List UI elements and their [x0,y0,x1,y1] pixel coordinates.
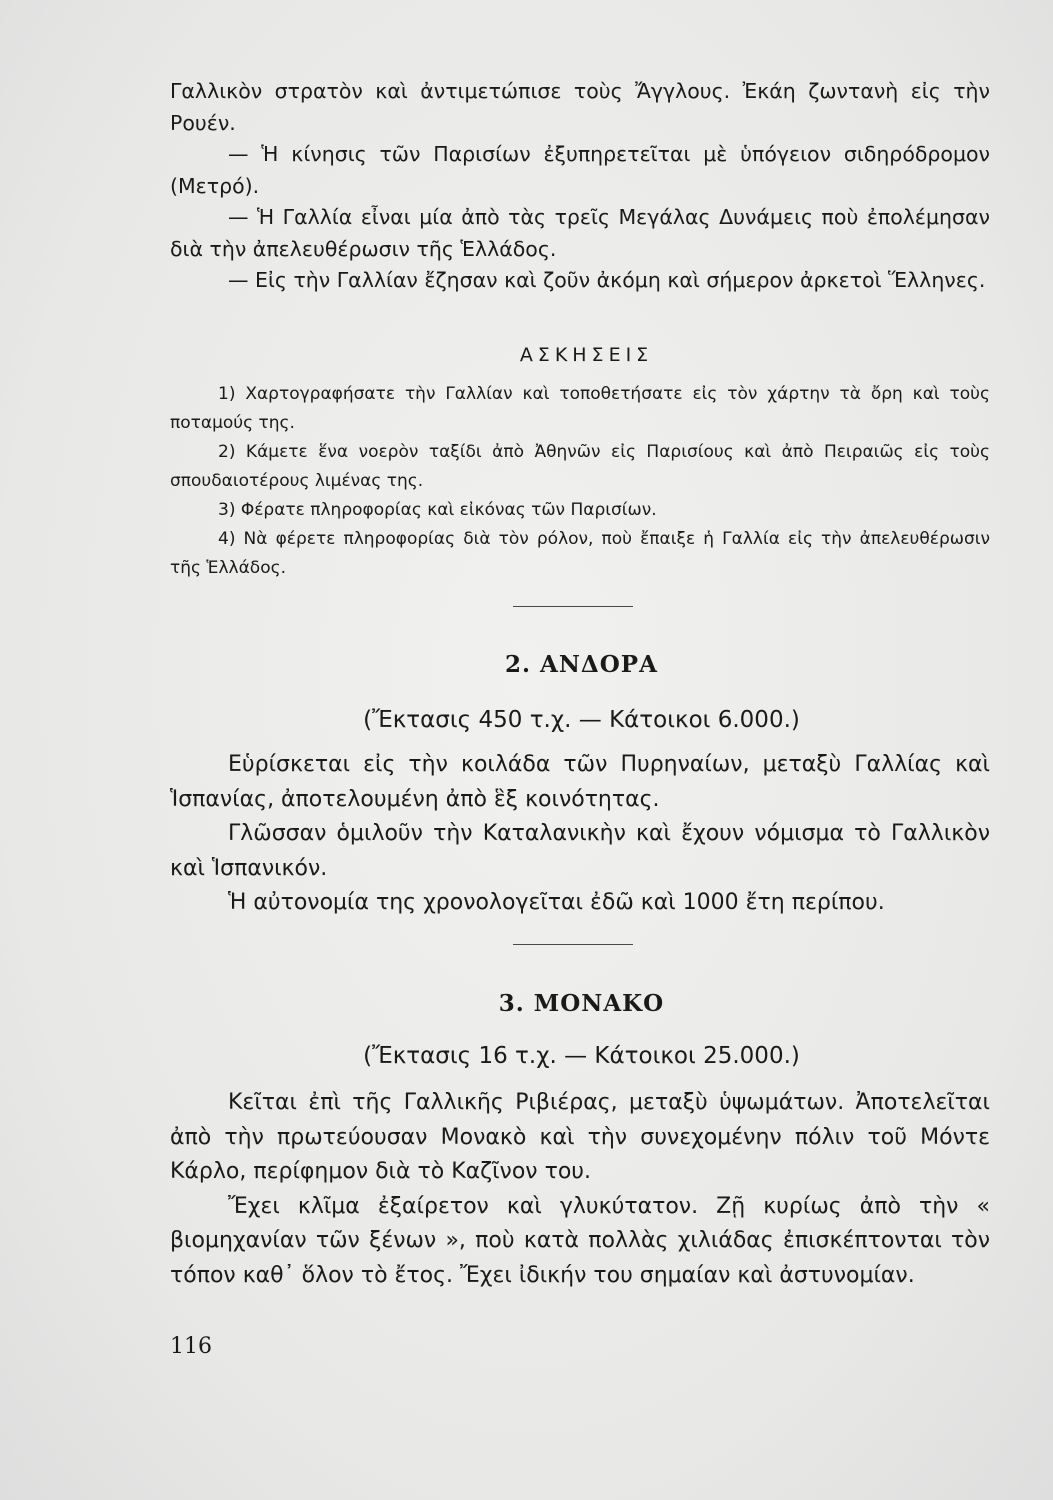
paragraph: Γλῶσσαν ὁμιλοῦν τὴν Καταλανικὴν καὶ ἔχουν νόμισμα τὸ Γαλλικὸν καὶ Ἱσπανικόν. [170,821,990,881]
france-section-text [170,76,990,297]
section-divider [513,944,633,945]
paragraph: Κεῖται ἐπὶ τῆς Γαλλικῆς Ριβιέρας, μεταξὺ ὑψωμάτων. Ἀποτελεῖται ἀπὸ τὴν πρωτεύουσαν Μονακὸ καὶ τὴν συνεχομένην πόλιν τοῦ Μόντε Κάρλο, περίφημον διὰ τὸ Καζῖνον του. [170,1090,990,1184]
exercise-item: 4) Νὰ φέρετε πληροφορίας διὰ τὸν ρόλον, ποὺ ἔπαιξε ἡ Γαλλία εἰς τὴν ἀπελευθέρωσιν τῆς Ἑλλάδος. [170,529,990,578]
exercise-item: 2) Κάμετε ἕνα νοερὸν ταξίδι ἀπὸ Ἀθηνῶν εἰς Παρισίους καὶ ἀπὸ Πειραιῶς εἰς τοὺς σπουδαιοτέρους λιμένας της. [170,442,990,491]
monaco-heading: 3. ΜΟΝΑΚΟ [498,990,665,1017]
paragraph: Γαλλικὸν στρατὸν καὶ ἀντιμετώπισε τοὺς Ἄγγλους. Ἐκάη ζωντανὴ εἰς τὴν Ρουέν. [170,79,990,135]
monaco-stats: (Ἔκτασις 16 τ.χ. — Κάτοικοι 25.000.) [363,1043,800,1069]
andorra-stats: (Ἔκτασις 450 τ.χ. — Κάτοικοι 6.000.) [363,707,800,733]
paragraph: Ἔχει κλῖμα ἐξαίρετον καὶ γλυκύτατον. Ζῇ κυρίως ἀπὸ τὴν « βιομηχανίαν τῶν ξένων », ποὺ κατὰ πολλὰς χιλιάδας ἐπισκέπτονται τὸν τόπον καθ᾽ ὅλον τὸ ἔτος. Ἔχει ἰδικήν του σημαίαν καὶ ἀστυνομίαν. [170,1193,990,1288]
andorra-heading: 2. ΑΝΔΟΡΑ [505,651,658,678]
paragraph: — Ἡ Γαλλία εἶναι μία ἀπὸ τὰς τρεῖς Μεγάλας Δυνάμεις ποὺ ἐπολέμησαν διὰ τὴν ἀπελευθέρωσιν τῆς Ἑλλάδος. [170,205,990,261]
exercises-title: ΑΣΚΗΣΕΙΣ [519,344,654,366]
paragraph: — Εἰς τὴν Γαλλίαν ἔζησαν καὶ ζοῦν ἀκόμη καὶ σήμερον ἀρκετοὶ Ἕλληνες. [228,268,986,292]
section-divider [513,606,633,607]
paragraph: Εὑρίσκεται εἰς τὴν κοιλάδα τῶν Πυρηναίων, μεταξὺ Γαλλίας καὶ Ἱσπανίας, ἀποτελουμένη ἀπὸ ἓξ κοινότητας. [170,752,990,812]
exercise-item: 1) Χαρτογραφήσατε τὴν Γαλλίαν καὶ τοποθετήσατε εἰς τὸν χάρτην τὰ ὄρη καὶ τοὺς ποταμούς της. [170,384,990,433]
exercise-item: 3) Φέρατε πληροφορίας καὶ εἰκόνας τῶν Παρισίων. [218,500,657,520]
paragraph: Ἡ αὐτονομία της χρονολογεῖται ἐδῶ καὶ 1000 ἔτη περίπου. [228,890,885,915]
exercises-list [170,380,990,583]
page-number: 116 [170,1334,212,1359]
paragraph: — Ἡ κίνησις τῶν Παρισίων ἐξυπηρετεῖται μὲ ὑπόγειον σιδηρόδρομον (Μετρό). [170,142,990,198]
andorra-text [170,748,990,921]
monaco-text [170,1086,990,1293]
